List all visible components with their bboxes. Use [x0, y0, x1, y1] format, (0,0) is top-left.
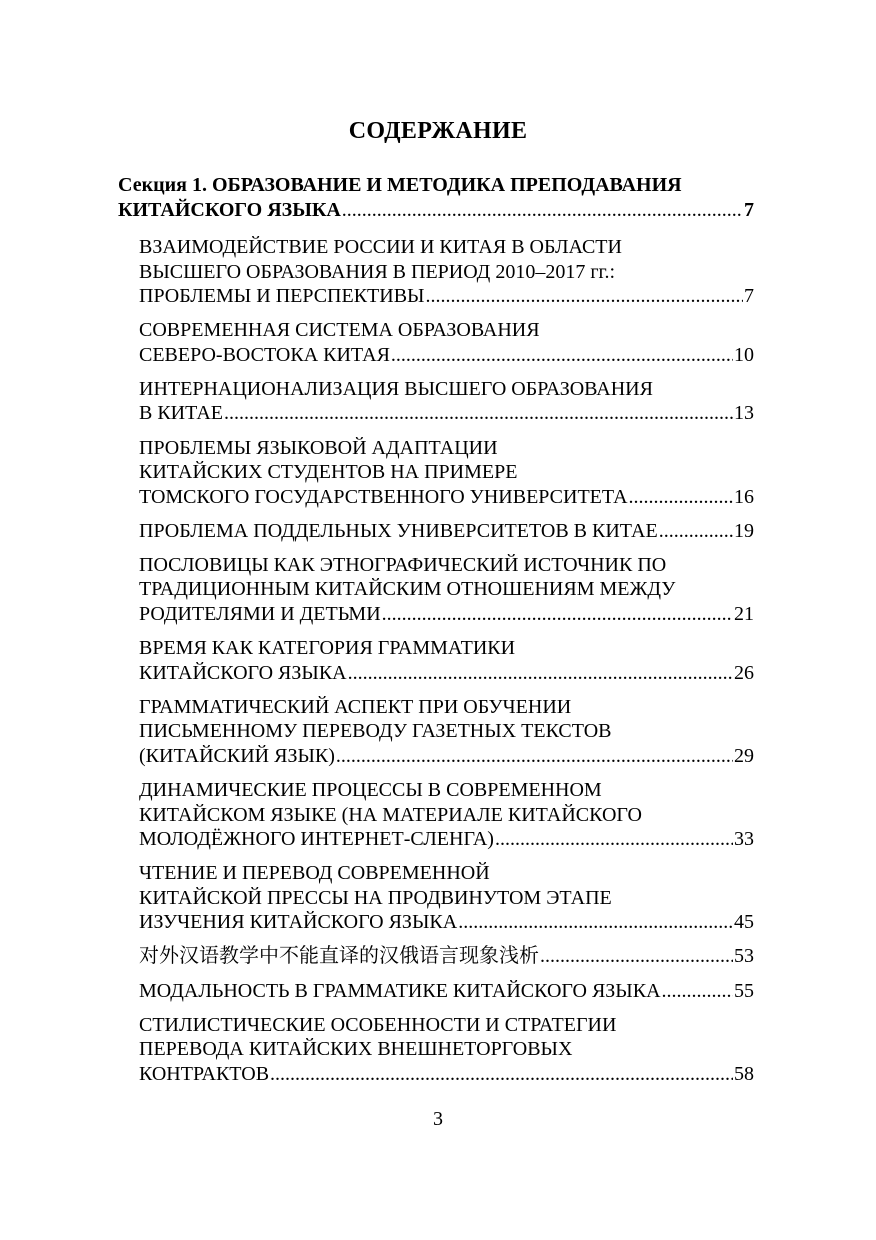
- toc-entry-last-line: [139, 744, 754, 769]
- dot-leader: [224, 401, 733, 426]
- toc-entry[interactable]: [139, 318, 754, 367]
- toc-entry-line: ПРОБЛЕМЫ ЯЗЫКОВОЙ АДАПТАЦИИ: [139, 436, 498, 459]
- toc-entry[interactable]: [139, 636, 754, 685]
- toc-entry-last-line: [139, 944, 754, 969]
- toc-entry-text: КОНТРАКТОВ: [139, 1062, 270, 1085]
- toc-entry-last-line: [139, 827, 754, 852]
- toc-entry-page: 55: [734, 979, 754, 1002]
- toc-entry-line: ПОСЛОВИЦЫ КАК ЭТНОГРАФИЧЕСКИЙ ИСТОЧНИК ПО: [139, 553, 667, 576]
- page-number: 3: [433, 1108, 443, 1130]
- toc-entry-page: 10: [734, 343, 754, 366]
- toc-section-text: КИТАЙСКОГО ЯЗЫКА: [118, 199, 341, 221]
- dot-leader: [391, 343, 733, 368]
- toc-entry-page: 45: [734, 911, 754, 934]
- toc-section-page: 7: [744, 199, 754, 221]
- toc-entry-last-line: [139, 519, 754, 544]
- toc-entry-page: 33: [734, 828, 754, 850]
- toc-entry[interactable]: [139, 979, 754, 1004]
- toc-entry-last-line: [139, 401, 754, 426]
- dot-leader: [336, 744, 733, 769]
- toc-entry-line: КИТАЙСКИХ СТУДЕНТОВ НА ПРИМЕРЕ: [139, 461, 518, 484]
- toc-entry[interactable]: [139, 861, 754, 935]
- dot-leader: [270, 1062, 733, 1087]
- dot-leader: [629, 485, 733, 510]
- toc-entry-text: ПРОБЛЕМА ПОДДЕЛЬНЫХ УНИВЕРСИТЕТОВ В КИТАЕ: [139, 519, 658, 542]
- dot-leader: [458, 910, 733, 935]
- toc-entry-line: ГРАММАТИЧЕСКИЙ АСПЕКТ ПРИ ОБУЧЕНИИ: [139, 695, 572, 718]
- toc-entry-text: ИЗУЧЕНИЯ КИТАЙСКОГО ЯЗЫКА: [139, 911, 458, 934]
- toc-entry-line: КИТАЙСКОЙ ПРЕССЫ НА ПРОДВИНУТОМ ЭТАПЕ: [139, 886, 612, 909]
- page-title: СОДЕРЖАНИЕ: [348, 118, 528, 144]
- toc-entry-page: 21: [734, 602, 754, 625]
- toc-entry-last-line: [139, 602, 754, 627]
- toc-section-heading[interactable]: [118, 173, 754, 223]
- toc-entry-line: ДИНАМИЧЕСКИЕ ПРОЦЕССЫ В СОВРЕМЕННОМ: [139, 779, 602, 801]
- toc-entry-text: РОДИТЕЛЯМИ И ДЕТЬМИ: [139, 602, 381, 625]
- toc-entry[interactable]: [139, 436, 754, 510]
- toc-entry-line: ПЕРЕВОДА КИТАЙСКИХ ВНЕШНЕТОРГОВЫХ: [139, 1038, 573, 1061]
- toc-entry-text: (КИТАЙСКИЙ ЯЗЫК): [139, 744, 335, 767]
- dot-leader: [662, 979, 733, 1004]
- toc-entry[interactable]: [139, 778, 754, 852]
- toc-entry-last-line: [139, 910, 754, 935]
- toc-entry-last-line: [139, 661, 754, 686]
- toc-entry-line: ВРЕМЯ КАК КАТЕГОРИЯ ГРАММАТИКИ: [139, 637, 516, 660]
- toc-entry-page: 13: [734, 402, 754, 425]
- toc-entry-line: ЧТЕНИЕ И ПЕРЕВОД СОВРЕМЕННОЙ: [139, 862, 490, 885]
- toc-entry-page: 53: [734, 945, 754, 968]
- dot-leader: [348, 661, 733, 686]
- table-of-contents: [118, 173, 754, 1096]
- dot-leader: [659, 519, 733, 544]
- toc-entry-line: ТРАДИЦИОННЫМ КИТАЙСКИМ ОТНОШЕНИЯМ МЕЖДУ: [139, 578, 676, 601]
- toc-entry[interactable]: [139, 553, 754, 627]
- toc-entry-page: 29: [734, 744, 754, 767]
- toc-entry-text: МОЛОДЁЖНОГО ИНТЕРНЕТ-СЛЕНГА): [139, 828, 494, 850]
- toc-entry-line: ИНТЕРНАЦИОНАЛИЗАЦИЯ ВЫСШЕГО ОБРАЗОВАНИЯ: [139, 377, 653, 400]
- toc-entry[interactable]: [139, 235, 754, 309]
- toc-entries: [118, 235, 754, 1086]
- toc-entry-text: 对外汉语教学中不能直译的汉俄语言现象浅析: [139, 945, 539, 968]
- dot-leader: [426, 284, 744, 309]
- toc-entry-page: 7: [744, 285, 754, 307]
- toc-entry-page: 16: [734, 485, 754, 508]
- toc-section-last-line: [118, 198, 754, 223]
- toc-entry-text: ПРОБЛЕМЫ И ПЕРСПЕКТИВЫ: [139, 285, 425, 307]
- toc-entry[interactable]: [139, 519, 754, 544]
- toc-entry-line: ВЗАИМОДЕЙСТВИЕ РОССИИ И КИТАЯ В ОБЛАСТИ: [139, 236, 622, 258]
- toc-entry-text: МОДАЛЬНОСТЬ В ГРАММАТИКЕ КИТАЙСКОГО ЯЗЫКА: [139, 979, 661, 1002]
- toc-entry-last-line: [139, 284, 754, 309]
- toc-entry[interactable]: [139, 1013, 754, 1087]
- dot-leader: [342, 198, 743, 223]
- toc-entry-page: 26: [734, 661, 754, 684]
- toc-entry[interactable]: [139, 944, 754, 969]
- toc-entry-text: СЕВЕРО-ВОСТОКА КИТАЯ: [139, 343, 390, 366]
- toc-entry-line: СТИЛИСТИЧЕСКИЕ ОСОБЕННОСТИ И СТРАТЕГИИ: [139, 1013, 617, 1036]
- toc-entry-text: КИТАЙСКОГО ЯЗЫКА: [139, 661, 347, 684]
- dot-leader: [382, 602, 733, 627]
- dot-leader: [495, 827, 733, 852]
- toc-entry-text: ТОМСКОГО ГОСУДАРСТВЕННОГО УНИВЕРСИТЕТА: [139, 485, 628, 508]
- dot-leader: [540, 944, 733, 969]
- toc-entry-page: 19: [734, 519, 754, 542]
- toc-entry-line: ВЫСШЕГО ОБРАЗОВАНИЯ В ПЕРИОД 2010–2017 гг.:: [139, 260, 616, 283]
- toc-entry[interactable]: [139, 695, 754, 769]
- toc-entry-last-line: [139, 979, 754, 1004]
- toc-entry-line: СОВРЕМЕННАЯ СИСТЕМА ОБРАЗОВАНИЯ: [139, 319, 540, 342]
- toc-entry-page: 58: [734, 1062, 754, 1085]
- toc-entry-line: ПИСЬМЕННОМУ ПЕРЕВОДУ ГАЗЕТНЫХ ТЕКСТОВ: [139, 720, 612, 743]
- toc-entry-text: В КИТАЕ: [139, 402, 224, 425]
- toc-entry[interactable]: [139, 377, 754, 426]
- toc-section-line: Секция 1. ОБРАЗОВАНИЕ И МЕТОДИКА ПРЕПОДАВАНИЯ: [118, 174, 682, 196]
- toc-entry-last-line: [139, 485, 754, 510]
- toc-entry-line: КИТАЙСКОМ ЯЗЫКЕ (НА МАТЕРИАЛЕ КИТАЙСКОГО: [139, 803, 642, 826]
- toc-entry-last-line: [139, 343, 754, 368]
- toc-entry-last-line: [139, 1062, 754, 1087]
